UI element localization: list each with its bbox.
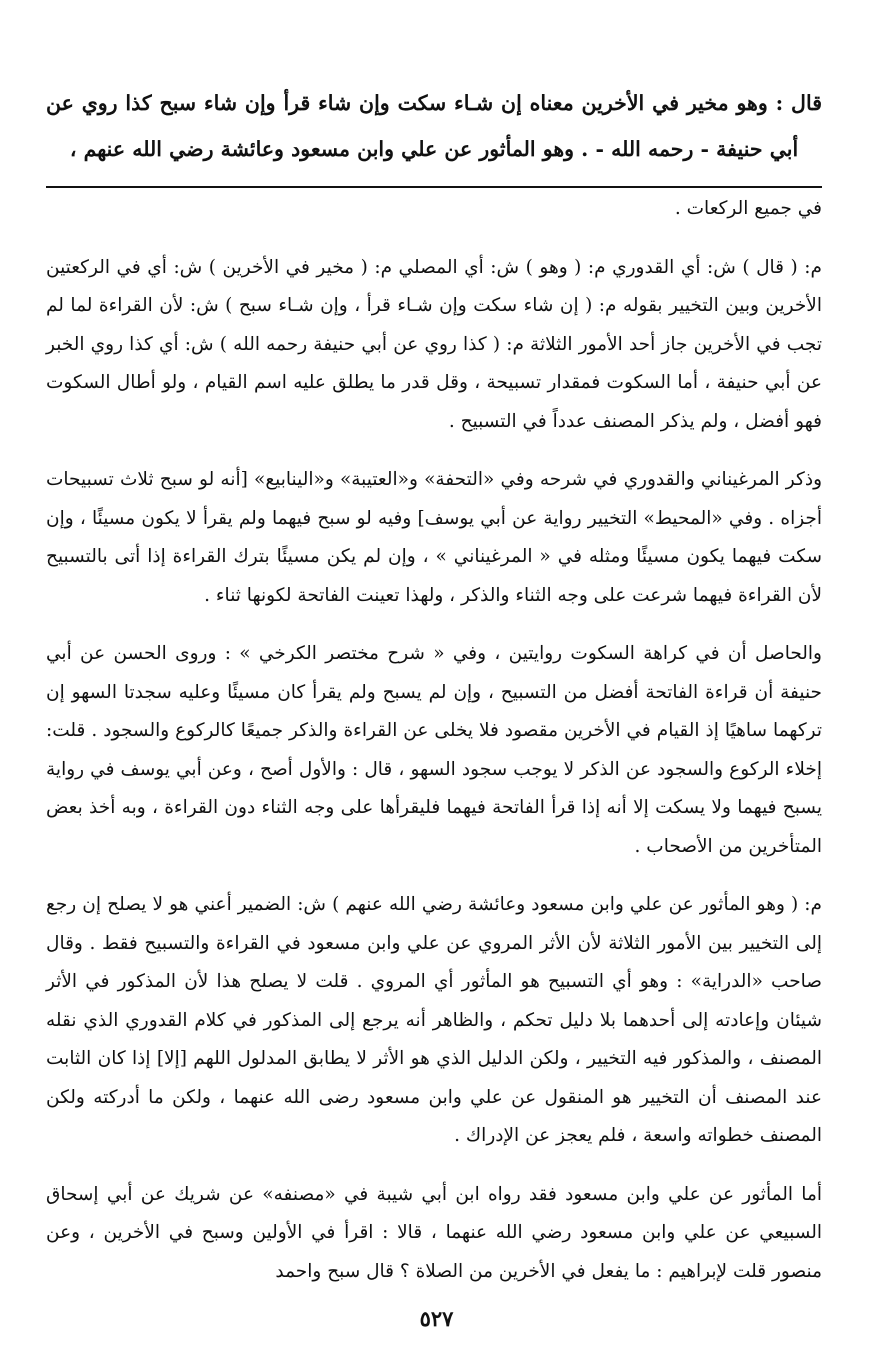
sharh-paragraph-6: أما المأثور عن علي وابن مسعود فقد رواه ابن أبي شيبة في «مصنفه» عن شريك عن أبي إسحاق السبيعي عن علي وابن مسعود رضي الله عنهما ، قالا : اقرأ في الأولين وسبح في الأخرين ، وعن منصور قلت لإبراهيم : ما يفعل في الأخرين من الصلاة ؟ قال سبح واحمد — [46, 1183, 822, 1282]
sharh-paragraph-5: م: ( وهو المأثور عن علي وابن مسعود وعائشة رضي الله عنهم ) ش: الضمير أعني هو لا يصلح إن رجع إلى التخيير بين الأمور الثلاثة لأن الأثر المروي عن علي وابن مسعود في القراءة والتسبيح فقط . وقال صاحب «الدراية» : وهو أي التسبيح هو المأثور أي المروي . قلت لا يصلح هذا لأن المذكور في الأثر شيئان وإعادته إلى أحدهما بلا دليل تحكم ، والظاهر أنه يرجع إلى المذكور في كلام القدوري الذي نقله المصنف ، والمذكور فيه التخيير ، ولكن الدليل الذي هو الأثر لا يطابق المدلول اللهم [إلا] إذا كان الثابت عند المصنف أن التخيير هو المنقول عن علي وابن مسعود رضى الله عنهما ، ولكن ما أدركته ولكن المصنف خطواته واسعة ، فلم يعجز عن الإدراك . — [46, 894, 822, 1146]
page-number: ٥٢٧ — [419, 1306, 454, 1331]
matn-text: قال : وهو مخير في الأخرين معناه إن شـاء سكت وإن شاء قرأ وإن شاء سبح كذا روي عن أبي حنيفة - رحمه الله - . وهو المأثور عن علي وابن مسعود وعائشة رضي الله عنهم ، — [46, 91, 822, 161]
sharh-paragraph-1: في جميع الركعات . — [674, 198, 822, 219]
sharh-paragraph-4: والحاصل أن في كراهة السكوت روايتين ، وفي « شرح مختصر الكرخي » : وروى الحسن عن أبي حنيفة أن قراءة الفاتحة أفضل من التسبيح ، وإن لم يسبح ولم يقرأ كان مسيئًا وعليه سجدتا السهو إن تركهما ساهيًا إذ القيام في الأخرين مقصود فلا يخلى عن القراءة والذكر جميعًا كالركوع والسجود . قلت: إخلاء الركوع والسجود عن الذكر لا يوجب سجود السهو ، قال : والأول أصح ، وعن أبي يوسف في رواية يسبح فيهما ولا يسكت إلا أنه إذا قرأ الفاتحة فيهما فليقرأها على وجه الثناء دون القراءة ، وبه أخذ بعض المتأخرين من الأصحاب . — [46, 643, 822, 857]
sharh-paragraph-3: وذكر المرغيناني والقدوري في شرحه وفي «التحفة» و«العتيبة» و«الينابيع» [أنه لو سبح ثلاث تسبيحات أجزاه . وفي «المحيط» التخيير رواية عن أبي يوسف] وفيه لو سبح فيهما ولم يقرأ لا يكون مسيئًا ، وإن سكت فيهما يكون مسيئًا ومثله في « المرغيناني » ، وإن لم يكن مسيئًا بترك القراءة إذا أتى بالتسبيح لأن القراءة فيهما شرعت على وجه الثناء والذكر ، ولهذا تعينت الفاتحة لكونها ثناء . — [46, 469, 822, 606]
page-body — [46, 80, 822, 1311]
separator-rule — [46, 186, 822, 188]
sharh-paragraph-2: م: ( قال ) ش: أي القدوري م: ( وهو ) ش: أي المصلي م: ( مخير في الأخرين ) ش: أي في الركعتين الأخرين وبين التخيير بقوله م: ( إن شاء سكت وإن شـاء قرأ ، وإن شـاء سبح ) ش: لأن القراءة لما لم تجب في الأخرين جاز أحد الأمور الثلاثة م: ( كذا روي عن أبي حنيفة رحمه الله ) ش: أي كذا روي الخبر عن أبي حنيفة ، أما السكوت فمقدار تسبيحة ، وقل قدر ما يطلق عليه اسم القيام ، ولو أطال السكوت فهو أفضل ، ولم يذكر المصنف عدداً في التسبيح . — [46, 256, 822, 432]
sharh-section — [46, 190, 822, 1291]
